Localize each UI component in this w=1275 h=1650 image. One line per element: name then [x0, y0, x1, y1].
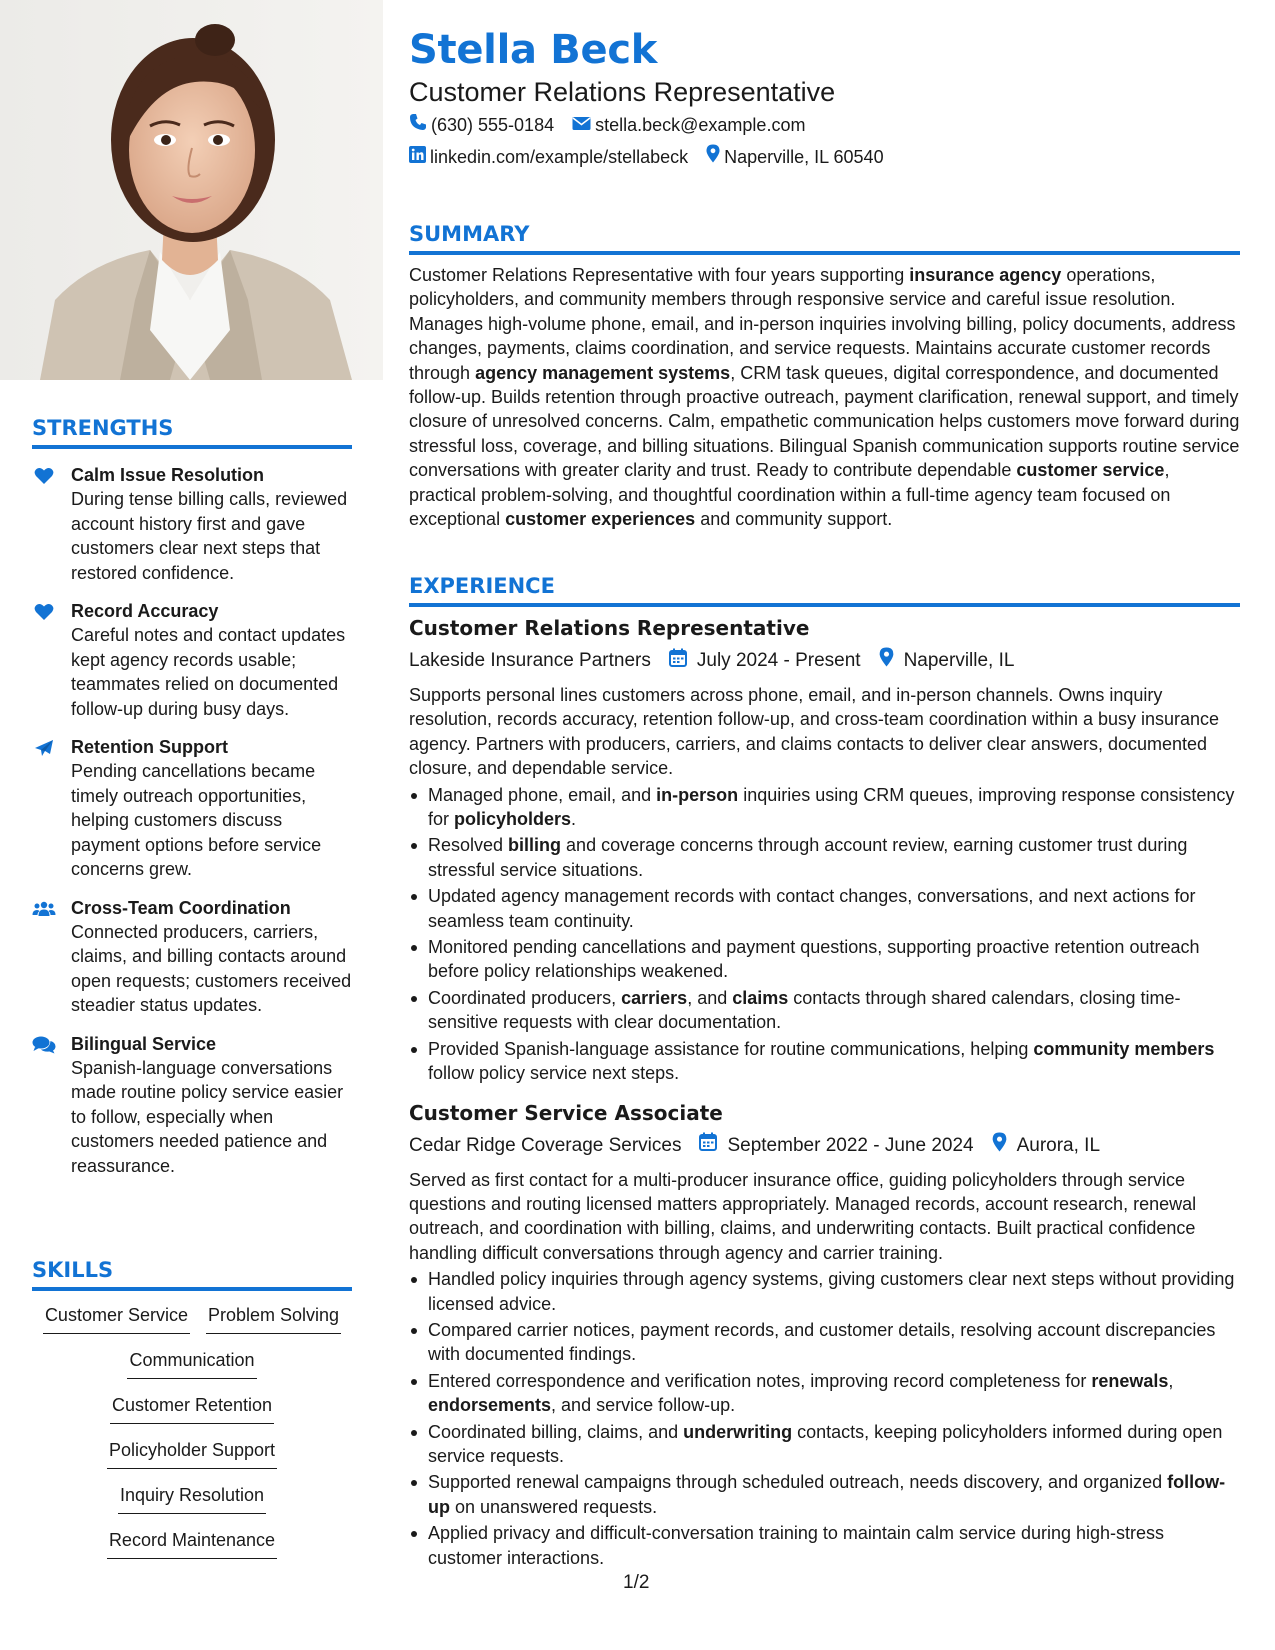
- bold-text: endorsements: [428, 1395, 552, 1416]
- bullet-item: [409, 783, 1240, 832]
- job-bullets: [409, 783, 1240, 1086]
- contact-row-1: [409, 113, 823, 137]
- strength-desc: Connected producers, carriers, claims, and billing contacts around open requests; customers received steadier status updates.: [71, 921, 352, 1015]
- bullet-item: [409, 833, 1240, 882]
- strength-desc: Careful notes and contact updates kept agency records usable; teammates relied on documented follow-up during busy days.: [71, 625, 346, 719]
- text-run: Coordinated billing, claims, and: [428, 1421, 684, 1442]
- strength-item: [32, 1032, 352, 1179]
- skill-tag: Inquiry Resolution: [118, 1483, 266, 1514]
- experience-heading: EXPERIENCE: [409, 574, 555, 598]
- strength-title: Cross-Team Coordination: [71, 897, 291, 918]
- map-pin-icon: [706, 144, 724, 169]
- text-run: Monitored pending cancellations and payment questions, supporting proactive retention outreach before policy relationships weakened.: [428, 937, 1200, 982]
- phone-icon: [409, 113, 431, 137]
- bullet-item: [409, 1521, 1240, 1570]
- email-contact[interactable]: [572, 113, 805, 137]
- strengths-rule: [32, 445, 352, 449]
- job-dates-text: September 2022 - June 2024: [727, 1134, 974, 1156]
- text-run: , and service follow-up.: [551, 1395, 736, 1416]
- strength-item: [32, 599, 352, 721]
- contact-row-2: [409, 144, 902, 169]
- linkedin-contact[interactable]: [409, 145, 688, 169]
- job-description: Supports personal lines customers across phone, email, and in-person channels. Owns inquiry resolution, records accuracy, retention follow-up, and cross-team coordination within a busy insurance agency. Partners with producers, carriers, and claims contacts to deliver clear answers, documented closure, and dependable service.: [409, 685, 1220, 779]
- profile-photo: [0, 0, 383, 380]
- job-location: [879, 647, 1015, 675]
- text-run: contacts, keeping policyholders informed during open service requests.: [428, 1421, 1223, 1466]
- experience-rule: [409, 603, 1240, 607]
- text-run: Supported renewal campaigns through scheduled outreach, needs discovery, and organized: [428, 1472, 1168, 1493]
- skills-section: [32, 1257, 352, 1573]
- page-number: 1/2: [623, 1572, 650, 1593]
- strength-item: [32, 896, 352, 1018]
- bullet-item: [409, 1037, 1240, 1086]
- strength-title: Bilingual Service: [71, 1033, 217, 1054]
- phone-contact: [409, 113, 554, 137]
- bold-text: carriers: [621, 987, 688, 1008]
- calendar-icon: [669, 648, 697, 675]
- strengths-section: [32, 415, 352, 1178]
- bold-text: follow-up: [428, 1472, 1226, 1517]
- strengths-heading: STRENGTHS: [32, 416, 174, 440]
- company-name: Cedar Ridge Coverage Services: [409, 1134, 682, 1156]
- bullet-item: [409, 1318, 1240, 1367]
- job-meta: [409, 647, 1240, 675]
- bold-text: agency management systems: [475, 362, 731, 383]
- job-bullets: [409, 1267, 1240, 1570]
- bullet-item: [409, 1470, 1240, 1519]
- candidate-title: Customer Relations Representative: [409, 77, 836, 107]
- text-run: Coordinated producers,: [428, 987, 622, 1008]
- summary-heading: SUMMARY: [409, 222, 530, 246]
- bold-text: underwriting: [683, 1421, 793, 1442]
- skills-rule: [32, 1287, 352, 1291]
- experience-section: [409, 573, 1240, 1572]
- bold-text: billing: [508, 835, 562, 856]
- linkedin-url: linkedin.com/example/stellabeck: [430, 146, 689, 167]
- bold-text: renewals: [1091, 1370, 1169, 1391]
- job-dates-text: July 2024 - Present: [696, 650, 861, 671]
- strength-desc: During tense billing calls, reviewed account history first and gave customers clear next steps that restored confidence.: [71, 489, 348, 583]
- text-run: , and: [687, 987, 733, 1008]
- linkedin-icon: [409, 145, 430, 169]
- bold-text: customer experiences: [505, 509, 696, 530]
- text-run: operations, policyholders, and community members through responsive service and careful issue resolution. Manages high-volume phone, email, and in-person inquiries involving billing, policy documents, address changes, payments, claims coordination, and service requests. Maintains accurate customer records through: [409, 265, 1236, 383]
- strength-desc: Pending cancellations became timely outreach opportunities, helping customers discuss payment options before service concerns grew.: [71, 761, 322, 879]
- strength-title: Retention Support: [71, 737, 228, 757]
- skill-tag: Customer Retention: [110, 1393, 274, 1424]
- bullet-item: [409, 935, 1240, 984]
- text-run: contacts through shared calendars, closing time-sensitive requests with clear documentation.: [428, 987, 1181, 1033]
- bold-text: community members: [1033, 1038, 1215, 1059]
- strength-item: [32, 735, 352, 882]
- text-run: Resolved: [428, 835, 509, 856]
- job-description: Served as first contact for a multi-producer insurance office, guiding policyholders through service questions and routing licensed matters appropriately. Managed records, account research, renewal outreach, and coordination with billing, claims, and underwriting contacts. Built practical confidence handling difficult conversations through agency and carrier training.: [409, 1169, 1197, 1263]
- text-run: Provided Spanish-language assistance for routine communications, helping: [428, 1038, 1034, 1059]
- text-run: Entered correspondence and verification notes, improving record completeness for: [428, 1370, 1092, 1391]
- job-location: [992, 1132, 1100, 1160]
- skills-heading: SKILLS: [32, 1258, 114, 1282]
- comments-icon: [32, 1035, 56, 1055]
- text-run: Compared carrier notices, payment records, and customer details, resolving account discrepancies with documented findings.: [428, 1319, 1216, 1365]
- heart-icon: [32, 602, 56, 622]
- candidate-name: Stella Beck: [409, 27, 658, 73]
- bold-text: policyholders: [454, 809, 572, 830]
- job-dates: [699, 1132, 973, 1159]
- job-dates: [669, 648, 861, 675]
- strength-item: [32, 463, 352, 585]
- skill-tag: Problem Solving: [206, 1303, 341, 1334]
- text-run: inquiries using CRM queues, improving response consistency for: [428, 784, 1235, 830]
- location-text: Naperville, IL 60540: [724, 146, 884, 167]
- job-location-text: Naperville, IL: [903, 650, 1015, 671]
- text-run: ,: [1168, 1370, 1174, 1391]
- company-name: Lakeside Insurance Partners: [409, 650, 651, 671]
- bullet-item: [409, 1420, 1240, 1469]
- email-address: stella.beck@example.com: [595, 115, 806, 135]
- strength-desc: Spanish-language conversations made routine policy service easier to follow, especially when customers needed patience and reassurance.: [71, 1057, 344, 1176]
- bold-text: in-person: [656, 784, 739, 805]
- location-contact: [706, 144, 883, 169]
- text-run: Applied privacy and difficult-conversation training to maintain calm service during high-stress customer interactions.: [428, 1523, 1165, 1568]
- calendar-icon: [699, 1132, 727, 1159]
- text-run: Updated agency management records with contact changes, conversations, and next actions for seamless team continuity.: [428, 886, 1196, 931]
- left-column: [0, 0, 383, 1650]
- text-run: , practical problem-solving, and thoughtful coordination within a full-time agency team focused on exceptional: [409, 460, 1171, 530]
- envelope-icon: [572, 113, 595, 137]
- bullet-item: [409, 986, 1240, 1035]
- skill-tag: Record Maintenance: [107, 1528, 277, 1559]
- text-run: follow policy service next steps.: [428, 1063, 680, 1084]
- bold-text: claims: [732, 987, 789, 1008]
- bold-text: customer service: [1016, 460, 1165, 481]
- heart-icon: [32, 466, 56, 486]
- text-run: and coverage concerns through account review, earning customer trust during stressful service situations.: [428, 835, 1188, 880]
- skill-tag: Customer Service: [43, 1303, 190, 1334]
- paper-plane-icon: [32, 738, 56, 758]
- job-meta: [409, 1132, 1240, 1160]
- bullet-item: [409, 884, 1240, 933]
- map-pin-icon: [879, 647, 904, 675]
- text-run: , CRM task queues, digital correspondence, and documented follow-up. Builds retention through proactive outreach, payment clarification, renewal support, and timely closure of unresolved concerns. Calm, empathetic communication helps customers move forward during stressful loss, coverage, and billing situations. Bilingual Spanish communication supports routine service conversations with greater clarity and trust. Ready to contribute dependable: [409, 362, 1240, 481]
- job-entry: [409, 615, 1240, 1086]
- text-run: Managed phone, email, and: [428, 784, 657, 805]
- strength-title: Record Accuracy: [71, 601, 219, 621]
- summary-rule: [409, 251, 1240, 255]
- job-entry: [409, 1100, 1240, 1571]
- bullet-item: [409, 1369, 1240, 1418]
- text-run: .: [571, 809, 577, 830]
- bullet-item: [409, 1267, 1240, 1316]
- text-run: and community support.: [695, 509, 893, 530]
- summary-text: [409, 263, 1240, 531]
- strength-title: Calm Issue Resolution: [71, 465, 265, 485]
- skill-tag: Policyholder Support: [107, 1438, 277, 1469]
- text-run: on unanswered requests.: [450, 1496, 658, 1517]
- text-run: Handled policy inquiries through agency systems, giving customers clear next steps without providing licensed advice.: [428, 1269, 1235, 1314]
- skills-list: [32, 1303, 352, 1573]
- job-title: Customer Service Associate: [409, 1100, 723, 1125]
- users-icon: [32, 899, 56, 919]
- job-location-text: Aurora, IL: [1016, 1134, 1101, 1156]
- skill-tag: Communication: [127, 1348, 256, 1379]
- phone-number: (630) 555-0184: [431, 115, 555, 135]
- job-title: Customer Relations Representative: [409, 616, 810, 640]
- text-run: Customer Relations Representative with four years supporting: [409, 265, 910, 285]
- map-pin-icon: [992, 1132, 1017, 1160]
- bold-text: insurance agency: [909, 265, 1062, 285]
- summary-section: [409, 221, 1240, 531]
